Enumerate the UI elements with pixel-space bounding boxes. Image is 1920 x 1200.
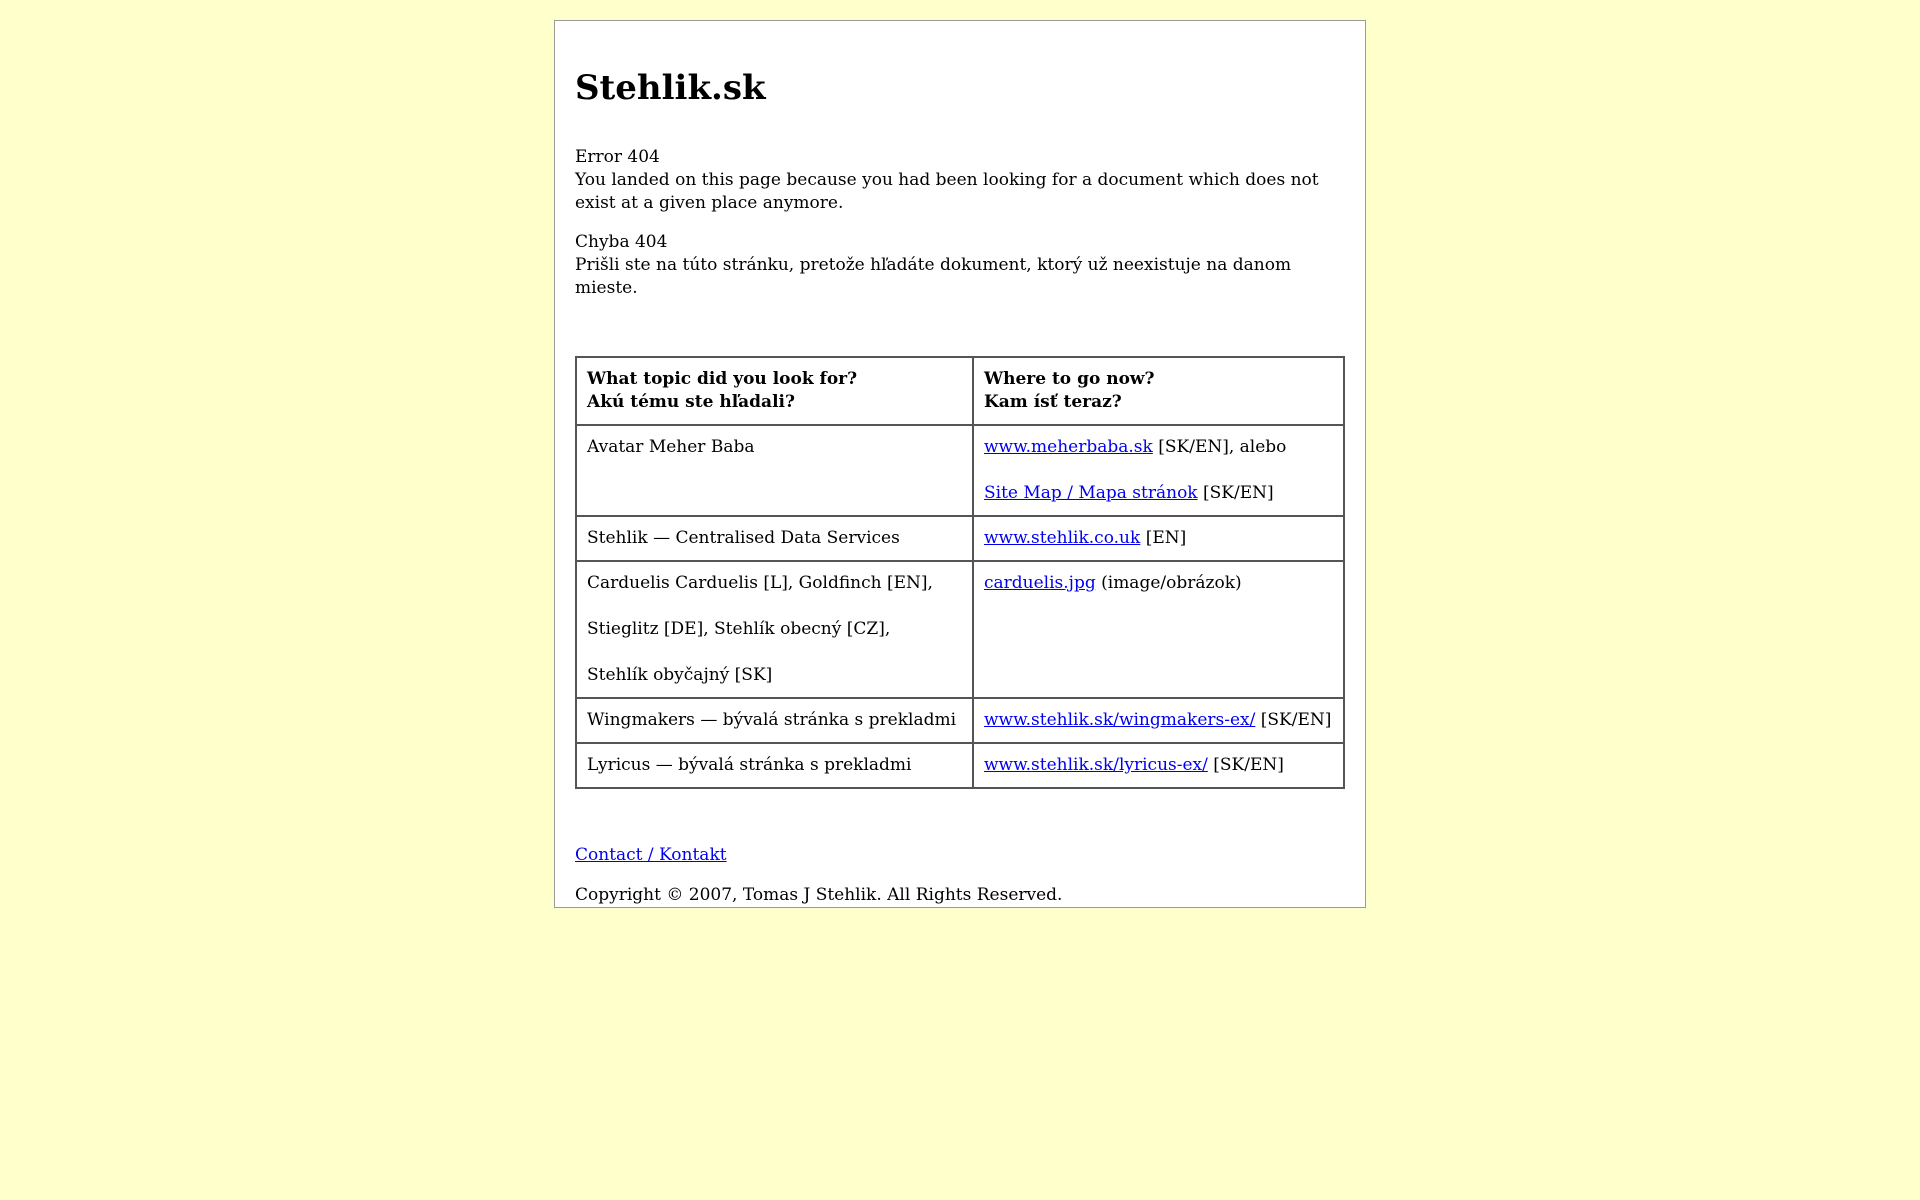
topic-cell <box>576 743 973 788</box>
table-row <box>576 516 1344 561</box>
copyright-notice: Copyright © 2007, Tomas J Stehlik. All Rights Reserved. <box>575 885 1063 905</box>
error-heading-en: Error 404 <box>575 147 660 167</box>
sitemap-link[interactable]: Site Map / Mapa stránok <box>984 483 1198 503</box>
error-message-sk <box>575 231 1345 300</box>
topic-text: Stehlik — Centralised Data Services <box>587 528 900 548</box>
topic-text: Wingmakers — bývalá stránka s prekladmi <box>587 710 957 730</box>
topic-cell <box>576 425 973 516</box>
error-message-en <box>575 146 1345 215</box>
error-text-en: You landed on this page because you had been looking for a document which does not exist at a given place anymore. <box>575 170 1319 213</box>
topic-text: Lyricus — bývalá stránka s prekladmi <box>587 755 912 775</box>
destination-cell <box>973 425 1344 516</box>
meherbaba-link[interactable]: www.meherbaba.sk <box>984 437 1153 457</box>
table-row <box>576 743 1344 788</box>
table-row <box>576 698 1344 743</box>
topic-cell <box>576 561 973 698</box>
header-destination-en: Where to go now? <box>984 369 1155 389</box>
header-destination <box>973 357 1344 425</box>
stehlik-couk-link[interactable]: www.stehlik.co.uk <box>984 528 1141 548</box>
content-panel <box>554 20 1366 908</box>
error-text-sk: Prišli ste na túto stránku, pretože hľadáte dokument, ktorý už neexistuje na danom mieste. <box>575 255 1292 298</box>
link-suffix: (image/obrázok) <box>1095 573 1242 593</box>
wingmakers-link[interactable]: www.stehlik.sk/wingmakers-ex/ <box>984 710 1256 730</box>
destination-cell <box>973 743 1344 788</box>
table-header-row <box>576 357 1344 425</box>
link-suffix: [EN] <box>1140 528 1187 548</box>
header-topic-en: What topic did you look for? <box>587 369 858 389</box>
link-suffix: [SK/EN] <box>1197 483 1274 503</box>
error-heading-sk: Chyba 404 <box>575 232 668 252</box>
header-destination-sk: Kam ísť teraz? <box>984 392 1122 412</box>
table-row <box>576 425 1344 516</box>
contact-section <box>575 844 1345 867</box>
contact-link[interactable]: Contact / Kontakt <box>575 845 727 865</box>
redirect-table <box>575 356 1345 789</box>
topic-text: Stieglitz [DE], Stehlík obecný [CZ], <box>587 619 891 639</box>
link-suffix: [SK/EN] <box>1255 710 1332 730</box>
topic-text: Avatar Meher Baba <box>587 437 755 457</box>
topic-text: Stehlík obyčajný [SK] <box>587 665 773 685</box>
link-suffix: [SK/EN], alebo <box>1152 437 1287 457</box>
destination-cell <box>973 561 1344 698</box>
destination-cell <box>973 516 1344 561</box>
topic-cell <box>576 516 973 561</box>
topic-text: Carduelis Carduelis [L], Goldfinch [EN], <box>587 573 933 593</box>
link-suffix: [SK/EN] <box>1207 755 1284 775</box>
header-topic <box>576 357 973 425</box>
site-title: Stehlik.sk <box>575 68 766 108</box>
destination-cell <box>973 698 1344 743</box>
topic-cell <box>576 698 973 743</box>
lyricus-link[interactable]: www.stehlik.sk/lyricus-ex/ <box>984 755 1208 775</box>
table-row <box>576 561 1344 698</box>
header-topic-sk: Akú tému ste hľadali? <box>587 392 795 412</box>
carduelis-image-link[interactable]: carduelis.jpg <box>984 573 1096 593</box>
